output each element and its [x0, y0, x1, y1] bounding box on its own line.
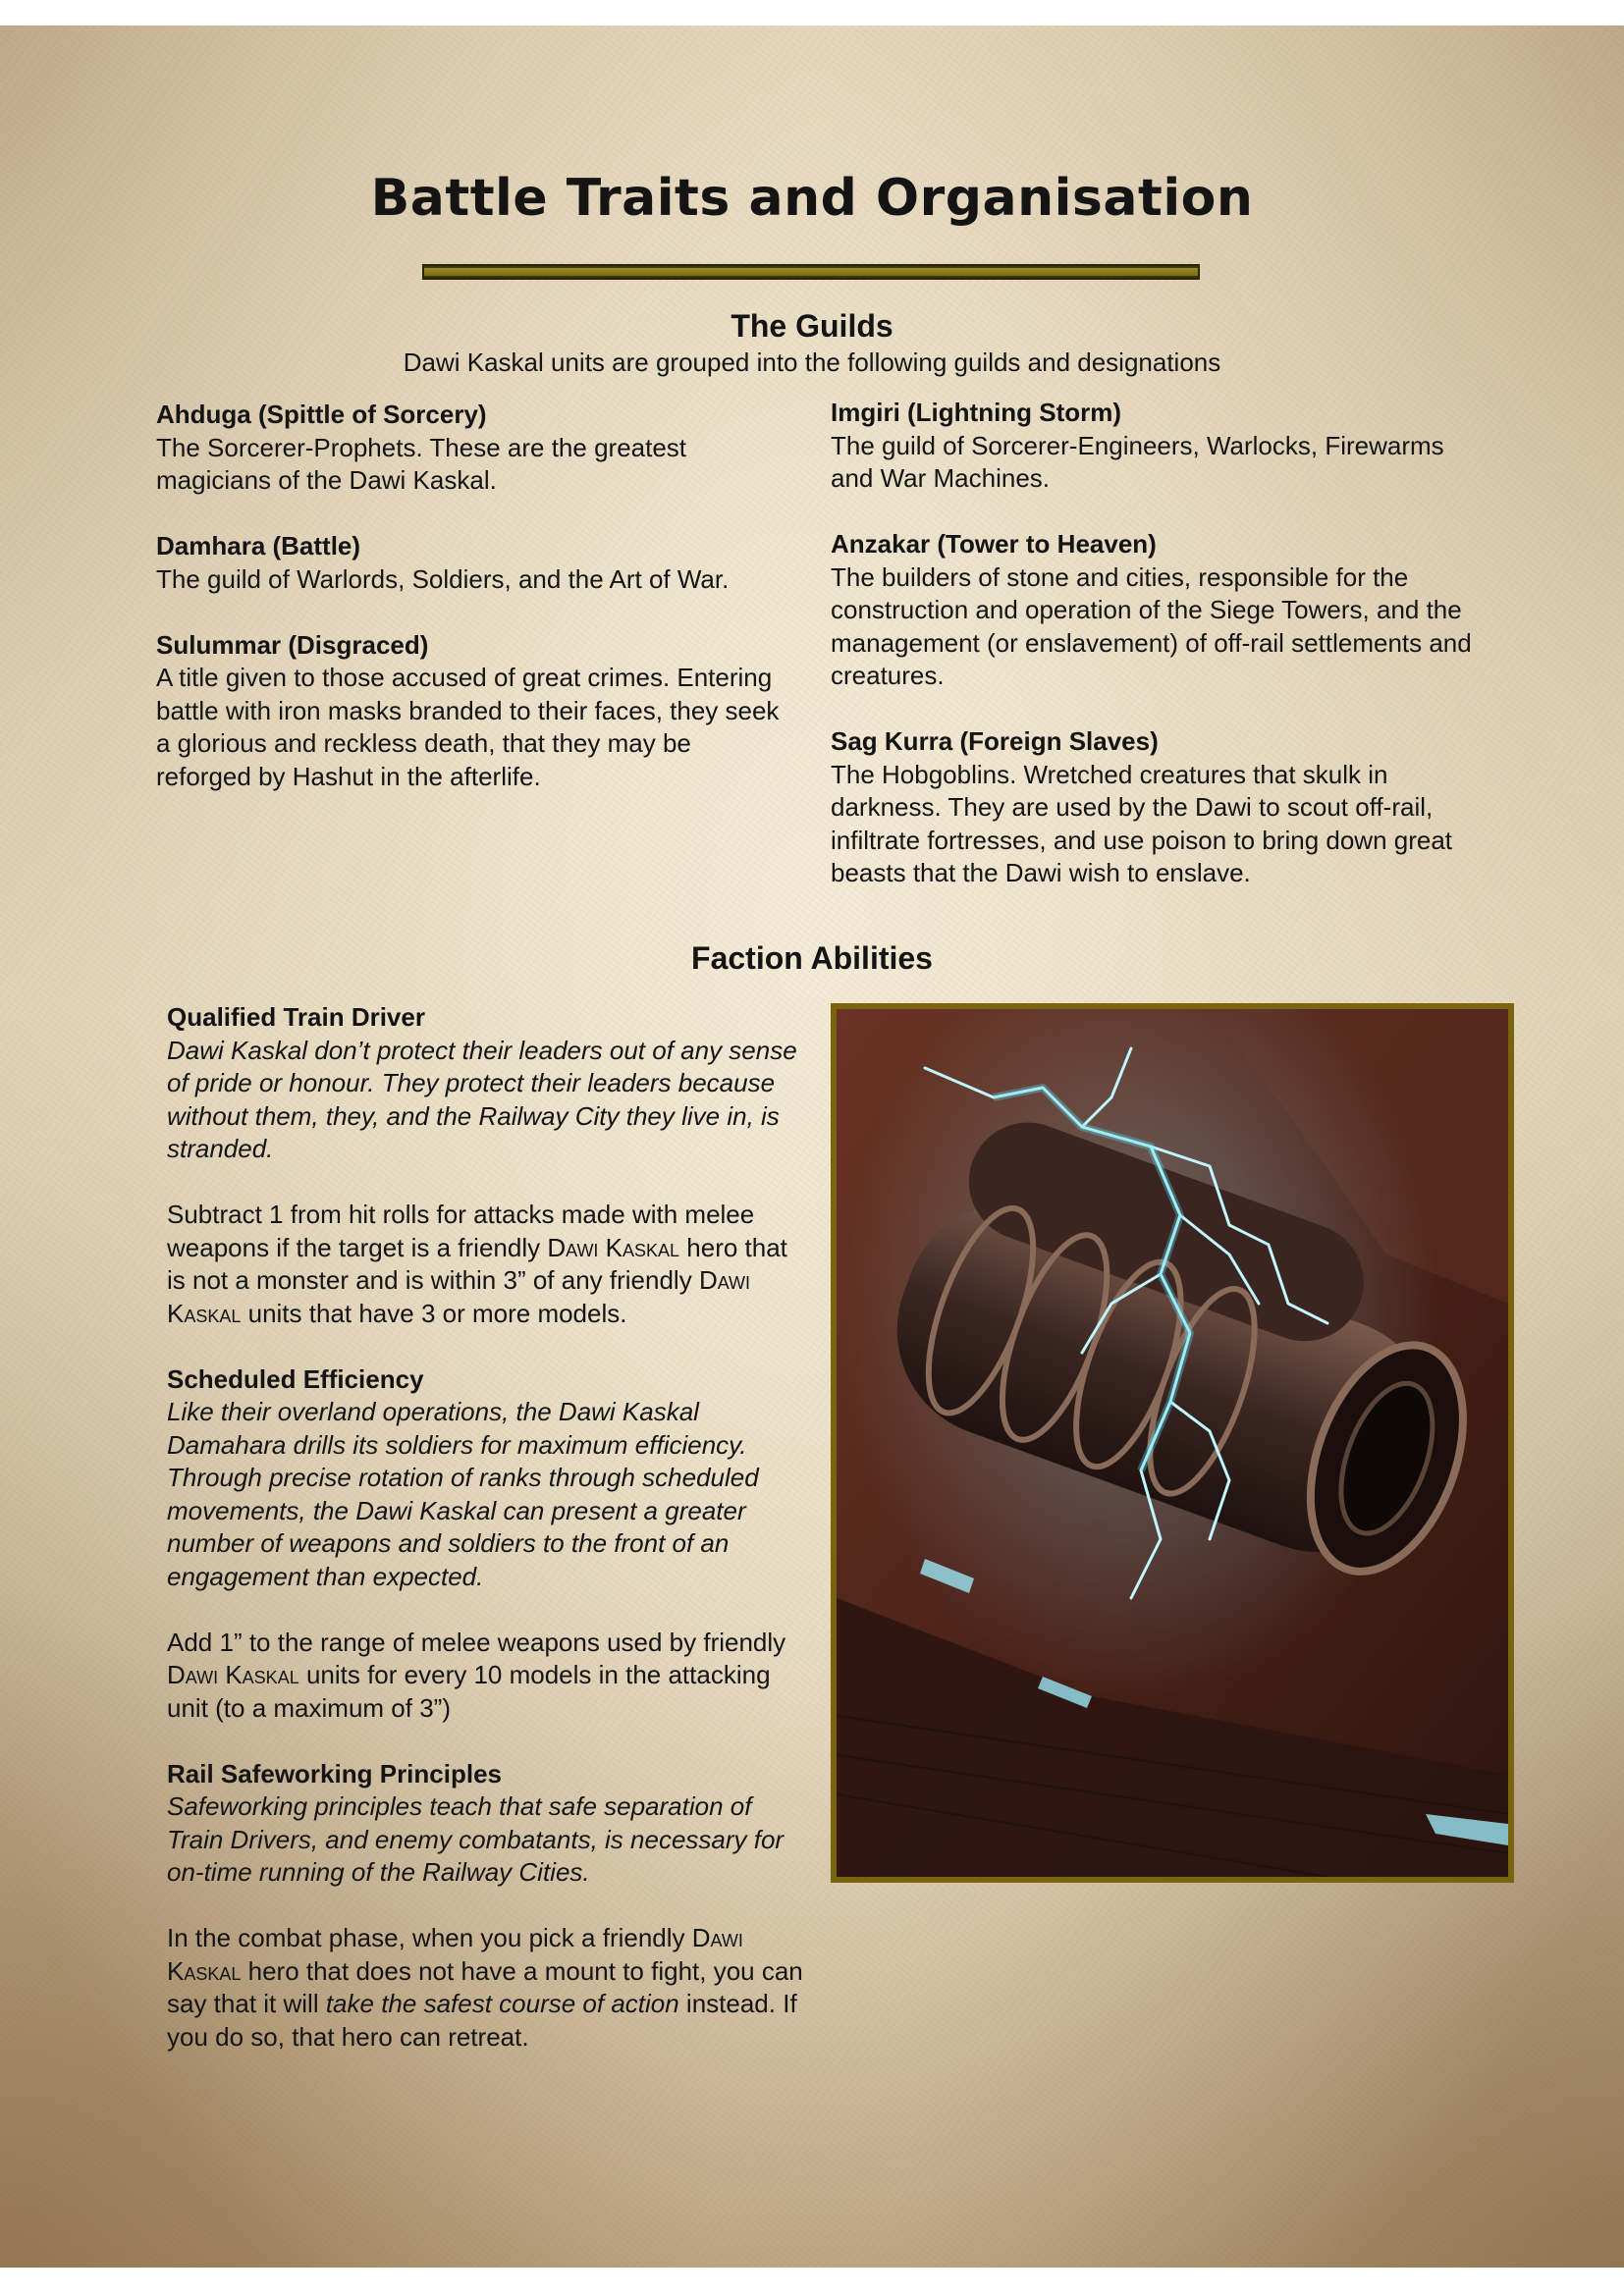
guild-description: The guild of Sorcerer-Engineers, Warlocks, Firewarms and War Machines.: [831, 430, 1444, 493]
ability-title: Scheduled Efficiency: [167, 1363, 424, 1394]
page-title: Battle Traits and Organisation: [370, 169, 1254, 228]
guild-description: The builders of stone and cities, responsible for the construction and operation of the Siege Towers, and the management (or enslavement) of off-rail settlements and creatures.: [831, 561, 1472, 690]
guild-description: The Sorcerer-Prophets. These are the greatest magicians of the Dawi Kaskal.: [156, 432, 687, 495]
ability-title: Qualified Train Driver: [167, 1002, 425, 1032]
faction-abilities-column: [167, 1001, 805, 2087]
guild-entry: [831, 397, 1479, 496]
keyword: Dawi Kaskal: [167, 1923, 743, 1986]
guild-entry: [831, 725, 1479, 890]
ability-block: [167, 1363, 805, 1726]
guild-name: Imgiri (Lightning Storm): [831, 398, 1122, 427]
ability-rule-text: Subtract 1 from hit rolls for attacks made with melee weapons if the target is a friendly Dawi Kaskal hero that is not a monster and is within 3” of any friendly Dawi Kaskal units that have 3 or more models.: [167, 1200, 787, 1328]
guilds-subtitle: Dawi Kaskal units are grouped into the following guilds and designations: [403, 347, 1221, 377]
guild-entry: [156, 629, 785, 794]
guilds-left-column: [156, 399, 785, 827]
ability-flavor-text: Safeworking principles teach that safe separation of Train Drivers, and enemy combatants, is necessary for on-time running of the Railway Cities.: [167, 1791, 785, 1887]
parchment-page: [0, 26, 1624, 2268]
guild-name: Damhara (Battle): [156, 531, 361, 561]
keyword: Dawi Kaskal: [547, 1232, 680, 1262]
ability-rule-text: Add 1” to the range of melee weapons used by friendly Dawi Kaskal units for every 10 models in the attacking unit (to a maximum of 3”): [167, 1627, 786, 1723]
guilds-heading: The Guilds: [731, 308, 893, 344]
guild-entry: [156, 530, 785, 596]
guild-name: Anzakar (Tower to Heaven): [831, 529, 1157, 559]
guild-name: Sag Kurra (Foreign Slaves): [831, 726, 1159, 756]
guild-description: The guild of Warlords, Soldiers, and the Art of War.: [156, 563, 730, 594]
ability-title: Rail Safeworking Principles: [167, 1758, 502, 1789]
guild-entry: [156, 399, 785, 498]
keyword: Dawi Kaskal: [167, 1660, 299, 1689]
train-lightning-artwork: [831, 1003, 1514, 1883]
guild-entry: [831, 528, 1479, 693]
train-illustration: [837, 1009, 1508, 1877]
ability-flavor-text: Dawi Kaskal don’t protect their leaders out of any sense of pride or honour. They protect their leaders because without them, they, and the Railway City they live in, is stranded.: [167, 1035, 797, 1163]
title-underline-fill: [424, 268, 1198, 276]
guilds-right-column: [831, 397, 1479, 923]
faction-abilities-heading: Faction Abilities: [691, 940, 933, 976]
ability-block: [167, 1758, 805, 2055]
guild-description: The Hobgoblins. Wretched creatures that skulk in darkness. They are used by the Dawi to scout off-rail, infiltrate fortresses, and use poison to bring down great beasts that the Dawi wish to enslave.: [831, 759, 1453, 887]
guild-name: Ahduga (Spittle of Sorcery): [156, 400, 487, 429]
ability-flavor-text: Like their overland operations, the Dawi Kaskal Damahara drills its soldiers for maximum efficiency. Through precise rotation of ranks through scheduled movements, the Dawi Kaskal can present a greater number of weapons and soldiers to the front of an engagement than expected.: [167, 1397, 759, 1591]
keyword: Dawi Kaskal: [167, 1265, 751, 1328]
ability-rule-text: In the combat phase, when you pick a friendly Dawi Kaskal hero that does not have a mount to fight, you can say that it will take the safest course of action instead. If you do so, that hero can retreat.: [167, 1923, 803, 2052]
guild-description: A title given to those accused of great crimes. Entering battle with iron masks branded to their faces, they seek a glorious and reckless death, that they may be reforged by Hashut in the afterlife.: [156, 663, 780, 791]
guild-name: Sulummar (Disgraced): [156, 629, 429, 660]
ability-block: [167, 1001, 805, 1330]
